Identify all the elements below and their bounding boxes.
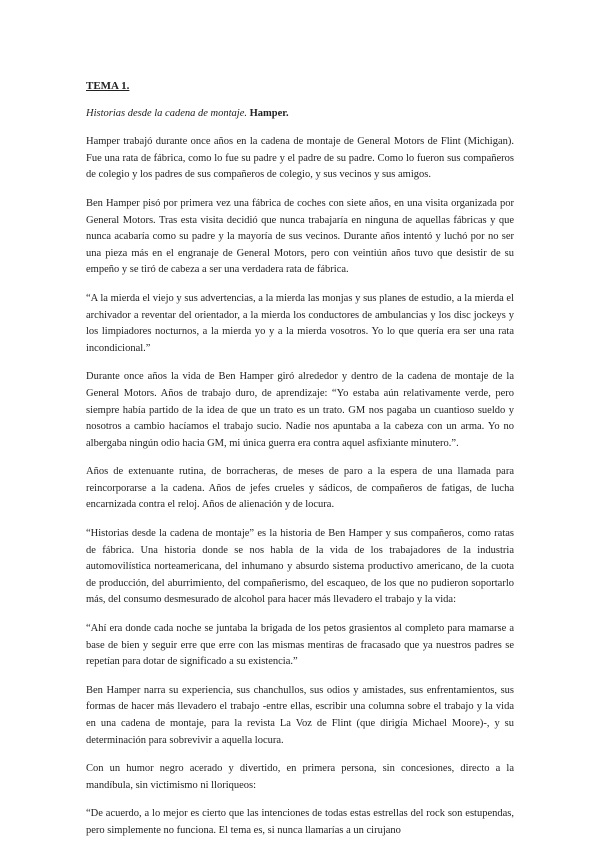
quote-paragraph-2: “Ahí era donde cada noche se juntaba la brigada de los petos grasientos al completo para mamarse a base de bien y seguir erre que erre con las mismas mentiras de fracasado que ya nuestros padres se repetían para dotar de significado a su existencia.” — [86, 623, 514, 668]
paragraph-5: “Historias desde la cadena de montaje” es la historia de Ben Hamper y sus compañeros, como ratas de fábrica. Una historia donde se nos habla de la vida de los trabajadores de la industria automovilística norteamericana, del inhumano y absurdo sistema productivo americano, de la cuota de producción, del aburrimiento, del compañerismo, del escaqueo, de los que no pudieron soportarlo más, del consumo desmesurado de alcohol para hacer más llevadero el trabajo y la vida: — [86, 528, 514, 606]
book-author: Hamper. — [249, 107, 289, 119]
book-title-line — [86, 106, 514, 123]
paragraph-3: Durante once años la vida de Ben Hamper giró alrededor y dentro de la cadena de montaje de la General Motors. Años de trabajo duro, de aprendizaje: “Yo estaba aún relativamente verde, pero siempre había partido de la idea de que un trato es un trato. GM nos pagaba un cuantioso sueldo y nosotros a cambio hacíamos el trabajo sucio. Nadie nos apuntaba a la cabeza con un arma. Yo no albergaba ningún odio hacia GM, mi única guerra era contra aquel asfixiante minutero.”. — [86, 371, 514, 449]
document-body — [86, 78, 514, 852]
paragraph-6: Ben Hamper narra su experiencia, sus chanchullos, sus odios y amistades, sus enfrentamientos, sus formas de hacer más llevadero el trabajo -entre ellas, escribir una columna sobre el trabajo y la vida en una cadena de montaje, para la revista La Voz de Flint (que dirigía Michael Moore)-, y su determinación para sobrevivir a aquella locura. — [86, 684, 514, 746]
paragraph-7: Con un humor negro acerado y divertido, en primera persona, sin concesiones, directo a la mandíbula, sin victimismo ni lloriqueos: — [86, 763, 514, 791]
paragraph-4: Años de extenuante rutina, de borracheras, de meses de paro a la espera de una llamada para reincorporarse a la cadena. Años de jefes crueles y sádicos, de compañeros de fatigas, de lucha encarnizada contra el reloj. Años de alienación y de locura. — [86, 466, 514, 511]
paragraph-1: Hamper trabajó durante once años en la cadena de montaje de General Motors de Flint (Michigan). Fue una rata de fábrica, como lo fue su padre y el padre de su padre. Como lo fueron sus compañeros de colegio y los padres de sus compañeros de colegio, y sus vecinos y sus amigos. — [86, 136, 514, 181]
quote-paragraph-3: “De acuerdo, a lo mejor es cierto que las intenciones de todas estas estrellas del rock son estupendas, pero simplemente no funciona. El tema es, si nunca llamarías a un cirujano — [86, 808, 514, 836]
quote-paragraph-1: “A la mierda el viejo y sus advertencias, a la mierda las monjas y sus planes de estudio, a la mierda el archivador a reventar del orientador, a la mierda los conductores de ambulancias y los disc jockeys y los limpiadores nocturnos, a la mierda yo y a la mierda vosotros. Yo lo que quería era ser una rata incondicional.” — [86, 292, 514, 354]
paragraph-2: Ben Hamper pisó por primera vez una fábrica de coches con siete años, en una visita organizada por General Motors. Tras esta visita decidió que nunca trabajaría en ninguna de aquellas fábricas y que nunca acabaría como su padre y la mayoría de sus vecinos. Durante años intentó y luchó por no ser una pieza más en el engranaje de General Motors, pero con veintiún años tuvo que desistir de su empeño y se tiró de cabeza a ser una verdadera rata de fábrica. — [86, 197, 514, 276]
book-title: Historias desde la cadena de montaje. — [86, 107, 247, 119]
section-heading: TEMA 1. — [86, 80, 130, 92]
